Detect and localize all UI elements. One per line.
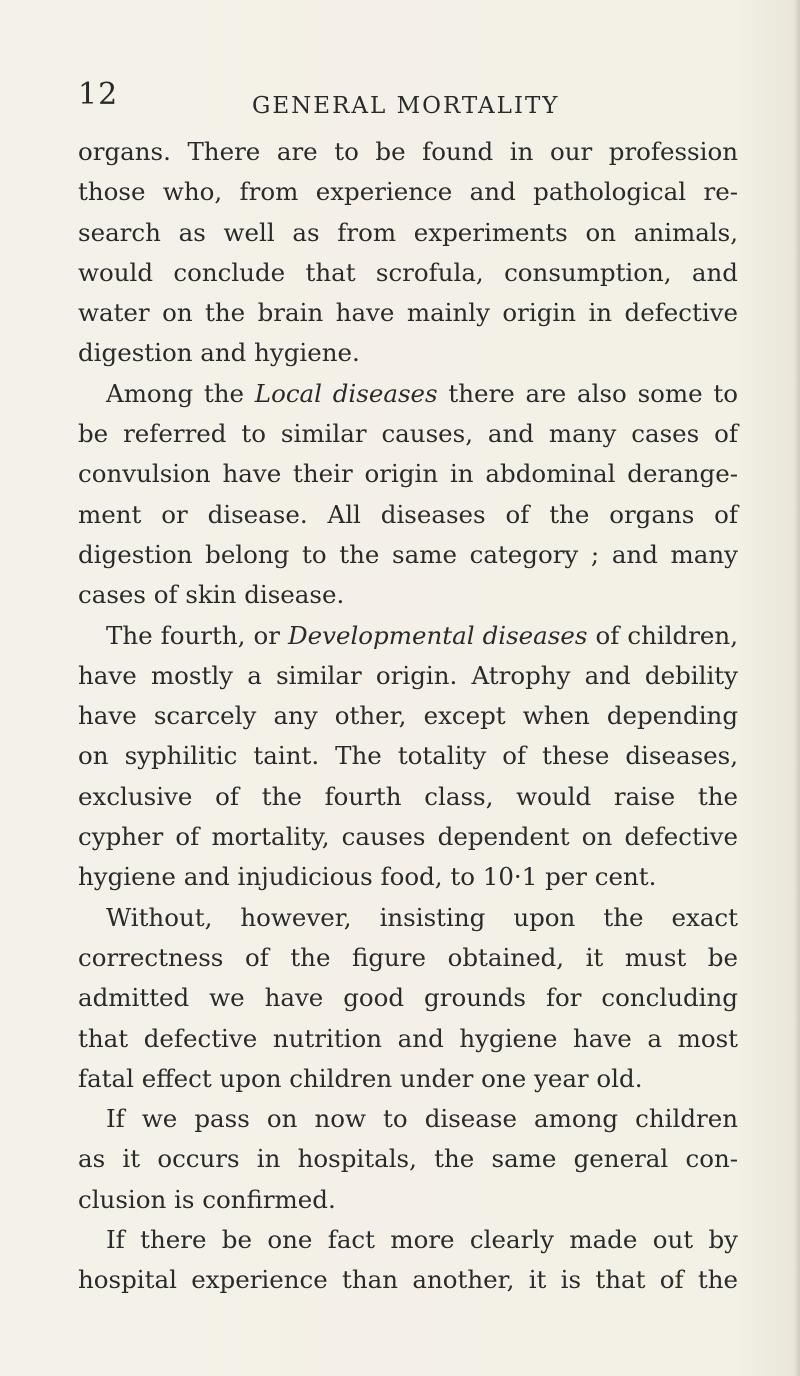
text-line — [78, 616, 738, 656]
text-line: cases of skin disease. — [78, 580, 345, 610]
text-line: Without, however, insisting upon the exact — [106, 902, 738, 932]
text-line: those who, from experience and pathological re- — [78, 177, 738, 207]
page-edge-shadow — [794, 0, 800, 1376]
text-line: organs. There are to be found in our profession — [78, 137, 738, 166]
text-span: of children, — [587, 620, 739, 650]
text-line: water on the brain have mainly origin in defective — [78, 298, 738, 328]
text-line: fatal effect upon children under one year old. — [78, 1063, 643, 1093]
text-line: clusion is confirmed. — [78, 1184, 336, 1214]
text-line: have mostly a similar origin. Atrophy and debility — [78, 660, 738, 690]
text-span: Among the — [106, 378, 255, 408]
text-line: hygiene and injudicious food, to 10·1 per cent. — [78, 862, 657, 892]
text-span: The fourth, or — [106, 620, 288, 650]
text-line: correctness of the figure obtained, it must be — [78, 942, 738, 972]
text-line: be referred to similar causes, and many cases of — [78, 419, 738, 449]
text-line: on syphilitic taint. The totality of these diseases, — [78, 741, 738, 771]
text-line: have scarcely any other, except when depending — [78, 701, 738, 731]
text-line: that defective nutrition and hygiene have a most — [78, 1023, 738, 1053]
running-head: GENERAL MORTALITY — [252, 93, 560, 119]
text-line: as it occurs in hospitals, the same general con- — [78, 1144, 738, 1174]
text-line: exclusive of the fourth class, would raise the — [78, 781, 738, 811]
body-text — [78, 132, 738, 1301]
text-line: search as well as from experiments on animals, — [78, 217, 738, 247]
text-span: there are also some to — [437, 378, 738, 408]
text-line: cypher of mortality, causes dependent on defective — [78, 822, 738, 852]
text-line — [78, 374, 738, 414]
text-line: digestion belong to the same category ; and many — [78, 539, 738, 569]
text-line: digestion and hygiene. — [78, 338, 360, 368]
text-line: ment or disease. All diseases of the organs of — [78, 499, 738, 529]
text-line: If there be one fact more clearly made out by — [106, 1225, 738, 1255]
text-line: would conclude that scrofula, consumption, and — [78, 257, 738, 287]
page-number: 12 — [78, 77, 119, 112]
text-line: admitted we have good grounds for concluding — [78, 983, 738, 1013]
italic-term: Local diseases — [254, 378, 438, 408]
text-line: If we pass on now to disease among children — [106, 1104, 738, 1134]
text-line: convulsion have their origin in abdominal derange- — [78, 459, 738, 489]
italic-term: Developmental diseases — [287, 620, 588, 650]
text-line: hospital experience than another, it is that of the — [78, 1265, 738, 1295]
